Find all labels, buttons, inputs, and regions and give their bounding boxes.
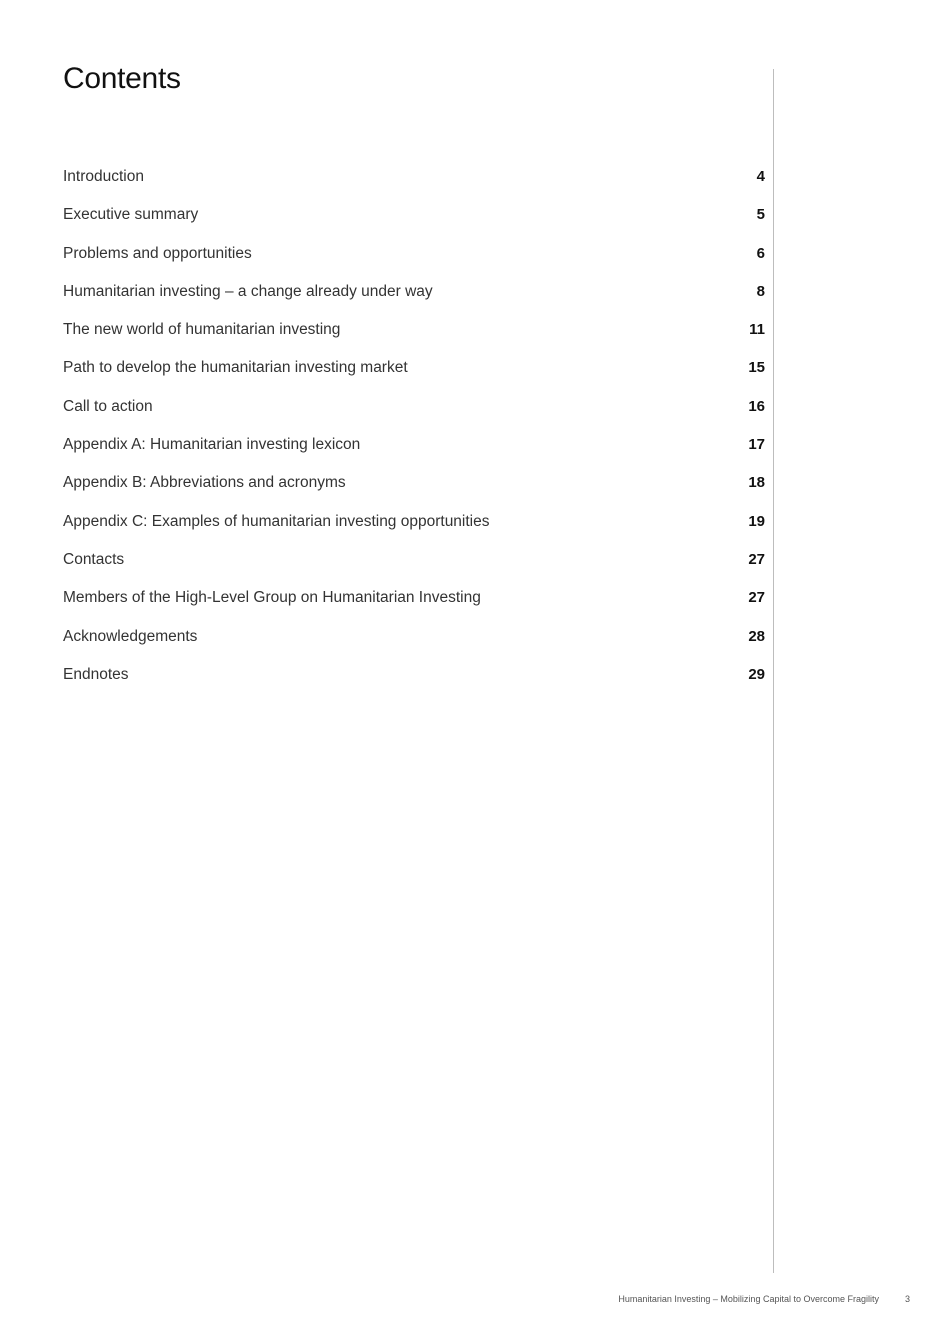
table-of-contents	[63, 166, 765, 702]
toc-entry-page: 5	[756, 206, 765, 224]
toc-entry-title: Appendix A: Humanitarian investing lexicon	[63, 436, 361, 454]
toc-entry-appendix-b[interactable]	[63, 472, 765, 510]
footer-running-title: Humanitarian Investing – Mobilizing Capital to Overcome Fragility	[618, 1294, 879, 1304]
toc-entry-title: Humanitarian investing – a change already under way	[63, 282, 433, 300]
toc-entry-path-to-develop[interactable]	[63, 357, 765, 395]
toc-entry-title: Appendix B: Abbreviations and acronyms	[63, 474, 346, 492]
toc-entry-page: 18	[748, 474, 765, 492]
toc-entry-contacts[interactable]	[63, 549, 765, 587]
toc-entry-page: 16	[748, 397, 765, 415]
toc-entry-executive-summary[interactable]	[63, 204, 765, 242]
toc-entry-page: 27	[748, 589, 765, 607]
toc-entry-title: Path to develop the humanitarian investing market	[63, 359, 408, 377]
toc-entry-title: Executive summary	[63, 206, 199, 224]
toc-entry-title: Appendix C: Examples of humanitarian investing opportunities	[63, 512, 490, 530]
toc-entry-title: Problems and opportunities	[63, 244, 252, 262]
vertical-divider	[773, 69, 774, 1273]
toc-entry-page: 28	[748, 627, 765, 645]
toc-entry-title: Introduction	[63, 168, 144, 185]
page-footer	[618, 1294, 910, 1304]
toc-entry-appendix-a[interactable]	[63, 434, 765, 472]
toc-entry-title: The new world of humanitarian investing	[63, 321, 341, 339]
toc-entry-page: 8	[756, 282, 765, 300]
toc-entry-title: Call to action	[63, 397, 153, 415]
toc-entry-change-under-way[interactable]	[63, 281, 765, 319]
toc-entry-page: 15	[748, 359, 765, 377]
toc-entry-call-to-action[interactable]	[63, 396, 765, 434]
footer-page-number: 3	[904, 1294, 910, 1304]
toc-entry-members[interactable]	[63, 587, 765, 625]
toc-entry-page: 4	[756, 168, 765, 185]
toc-entry-acknowledgements[interactable]	[63, 626, 765, 664]
toc-entry-introduction[interactable]	[63, 166, 765, 204]
toc-entry-title: Acknowledgements	[63, 627, 198, 645]
toc-entry-page: 6	[756, 244, 765, 262]
toc-entry-title: Contacts	[63, 550, 125, 568]
toc-entry-page: 27	[748, 550, 765, 568]
toc-entry-page: 19	[748, 512, 765, 530]
toc-entry-endnotes[interactable]	[63, 664, 765, 702]
toc-entry-page: 29	[748, 665, 765, 683]
toc-entry-page: 17	[748, 436, 765, 454]
page-title: Contents	[63, 62, 181, 95]
toc-entry-problems-and-opportunities[interactable]	[63, 243, 765, 281]
toc-entry-title: Endnotes	[63, 665, 129, 683]
toc-entry-new-world[interactable]	[63, 319, 765, 357]
toc-entry-page: 11	[749, 321, 765, 339]
toc-entry-title: Members of the High-Level Group on Humanitarian Investing	[63, 589, 481, 607]
toc-entry-appendix-c[interactable]	[63, 511, 765, 549]
